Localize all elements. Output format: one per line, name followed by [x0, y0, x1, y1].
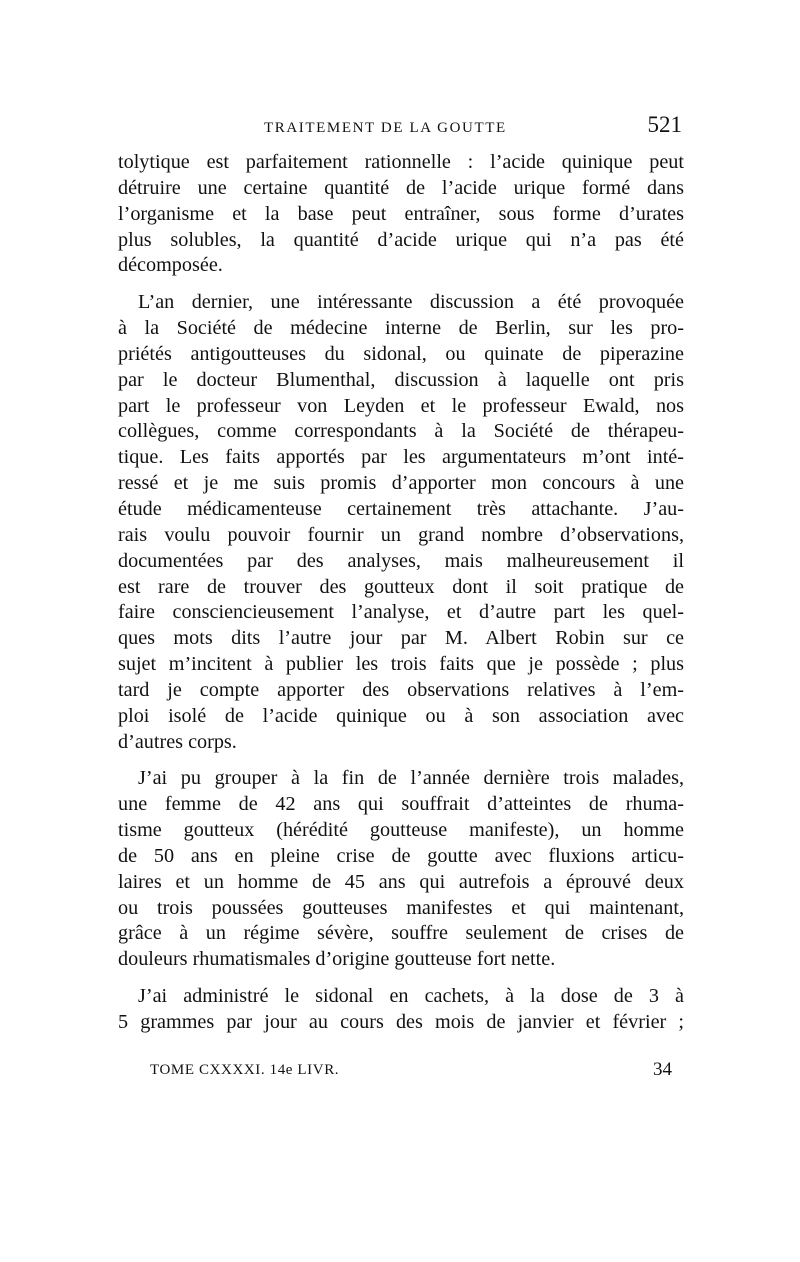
text-line: à la Société de médecine interne de Berlin, sur les pro-	[118, 317, 684, 340]
text-line: tard je compte apporter des observations relatives à l’em-	[118, 678, 684, 701]
paragraph-3	[118, 766, 684, 973]
text-line: collègues, comme correspondants à la Société de thérapeu-	[118, 420, 684, 443]
text-line: J’ai administré le sidonal en cachets, à la dose de 3 à	[138, 985, 684, 1008]
text-line: décomposée.	[118, 254, 223, 277]
text-line: tique. Les faits apportés par les argumentateurs m’ont inté-	[118, 446, 684, 469]
paragraph-2	[118, 290, 684, 755]
text-line: laires et un homme de 45 ans qui autrefois a éprouvé deux	[118, 870, 684, 893]
text-line: une femme de 42 ans qui souffrait d’atteintes de rhuma-	[118, 793, 684, 816]
text-line: l’organisme et la base peut entraîner, sous forme d’urates	[118, 202, 684, 225]
text-line: L’an dernier, une intéressante discussion a été provoquée	[138, 291, 684, 314]
text-line: de 50 ans en pleine crise de goutte avec fluxions articu-	[118, 844, 684, 867]
paragraph-4	[118, 984, 684, 1036]
text-line: plus solubles, la quantité d’acide urique qui n’a pas été	[118, 228, 684, 251]
volume-signature: TOME CXXXXI. 14e LIVR.	[150, 1062, 340, 1078]
text-line: grâce à un régime sévère, souffre seulement de crises de	[118, 922, 684, 945]
running-head	[118, 112, 684, 142]
text-line: faire consciencieusement l’analyse, et d’autre part les quel-	[118, 601, 684, 624]
sheet-number: 34	[653, 1059, 672, 1080]
text-line: part le professeur von Leyden et le professeur Ewald, nos	[118, 394, 684, 417]
page-number: 521	[647, 112, 682, 137]
text-line: douleurs rhumatismales d’origine goutteuse fort nette.	[118, 948, 556, 971]
text-line: détruire une certaine quantité de l’acide urique formé dans	[118, 176, 684, 199]
text-line: priétés antigoutteuses du sidonal, ou quinate de piperazine	[118, 342, 684, 365]
paragraph-1	[118, 150, 684, 279]
text-line: ques mots dits l’autre jour par M. Albert Robin sur ce	[118, 627, 684, 650]
running-title: TRAITEMENT DE LA GOUTTE	[264, 120, 507, 136]
text-line: ploi isolé de l’acide quinique ou à son association avec	[118, 704, 684, 727]
text-body	[118, 150, 684, 1047]
text-line: sujet m’incitent à publier les trois faits que je possède ; plus	[118, 653, 684, 676]
page-footer	[150, 1059, 672, 1083]
text-line: 5 grammes par jour au cours des mois de janvier et février ;	[118, 1011, 684, 1033]
text-line: J’ai pu grouper à la fin de l’année dernière trois malades,	[138, 767, 684, 790]
text-line: ou trois poussées goutteuses manifestes et qui maintenant,	[118, 896, 684, 919]
text-line: tolytique est parfaitement rationnelle : l’acide quinique peut	[118, 151, 684, 173]
text-line: ressé et je me suis promis d’apporter mon concours à une	[118, 472, 684, 495]
text-line: rais voulu pouvoir fournir un grand nombre d’observations,	[118, 523, 684, 546]
text-line: est rare de trouver des goutteux dont il soit pratique de	[118, 575, 684, 598]
text-line: documentées par des analyses, mais malheureusement il	[118, 549, 684, 572]
text-line: par le docteur Blumenthal, discussion à laquelle ont pris	[118, 368, 684, 391]
text-line: étude médicamenteuse certainement très attachante. J’au-	[118, 497, 684, 520]
text-line: d’autres corps.	[118, 730, 237, 753]
text-line: tisme goutteux (hérédité goutteuse manifeste), un homme	[118, 819, 684, 842]
